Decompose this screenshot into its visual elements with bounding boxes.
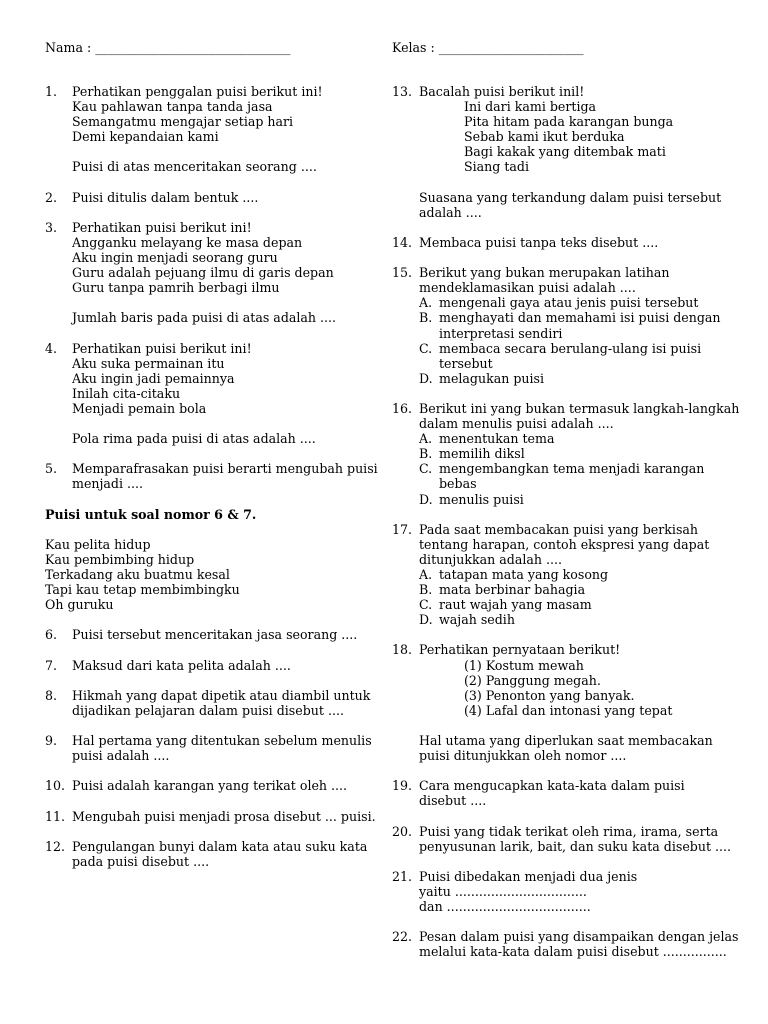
question-text: puisi adalah .... <box>72 748 170 764</box>
question-number: 22. <box>392 929 413 945</box>
question-14 <box>392 235 732 250</box>
option-text: memilih diksl <box>439 446 525 462</box>
answer-option <box>419 582 732 597</box>
question-number: 4. <box>45 340 58 356</box>
question-text: Mengubah puisi menjadi prosa disebut ... puisi. <box>72 808 376 824</box>
question-11 <box>45 809 375 824</box>
question-number: 14. <box>392 234 413 250</box>
answer-option <box>419 431 732 446</box>
question-text: Cara mengucapkan kata-kata dalam puisi <box>419 778 685 794</box>
question-intro: Perhatikan puisi berikut ini! <box>72 340 252 356</box>
question-text: dan .................................... <box>419 899 591 915</box>
question-2 <box>45 190 375 205</box>
question-text: Pesan dalam puisi yang disampaikan dengan jelas <box>419 929 739 945</box>
question-4 <box>45 341 375 447</box>
answer-option <box>419 310 732 340</box>
option-letter: D. <box>419 612 433 628</box>
question-7 <box>45 658 375 673</box>
question-text: Berikut ini yang bukan termasuk langkah-langkah <box>419 400 740 416</box>
question-16 <box>392 400 740 507</box>
answer-option <box>419 371 732 386</box>
option-text: melagukan puisi <box>439 370 545 386</box>
question-text: Jumlah baris pada puisi di atas adalah .... <box>72 310 337 326</box>
question-text: Hal pertama yang ditentukan sebelum menulis <box>72 733 372 749</box>
question-text: tentang harapan, contoh ekspresi yang dapat <box>419 536 710 552</box>
poem-line: Guru adalah pejuang ilmu di garis depan <box>72 265 334 281</box>
answer-option <box>419 461 732 491</box>
option-letter: A. <box>419 295 433 311</box>
question-10 <box>45 778 375 793</box>
question-number: 11. <box>45 808 66 824</box>
question-5 <box>45 461 378 492</box>
question-13 <box>392 84 732 220</box>
question-number: 8. <box>45 687 58 703</box>
statement-item: (2) Panggung megah. <box>464 672 601 688</box>
question-number: 5. <box>45 461 58 477</box>
option-text: membaca secara berulang-ulang isi puisi <box>439 340 702 356</box>
question-number: 20. <box>392 823 413 839</box>
poem-line: Sebab kami ikut berduka <box>464 129 625 145</box>
poem-line: Semangatmu mengajar setiap hari <box>72 114 294 130</box>
question-20 <box>392 824 732 854</box>
poem-line: Demi kepandaian kami <box>72 129 219 145</box>
poem-line: Oh guruku <box>45 597 114 613</box>
statement-item: (4) Lafal dan intonasi yang tepat <box>464 702 673 718</box>
poem-line: Pita hitam pada karangan bunga <box>464 114 674 130</box>
question-number: 10. <box>45 778 66 794</box>
question-text: Pada saat membacakan puisi yang berkisah <box>419 521 699 537</box>
question-text: menjadi .... <box>72 476 144 492</box>
question-text: Maksud dari kata pelita adalah .... <box>72 657 291 673</box>
question-text: Suasana yang terkandung dalam puisi tersebut <box>419 189 722 205</box>
poem-line: Tapi kau tetap membimbingku <box>45 582 240 598</box>
answer-option <box>419 295 732 310</box>
section-heading: Puisi untuk soal nomor 6 & 7. <box>45 506 257 522</box>
question-text: Pola rima pada puisi di atas adalah .... <box>72 431 316 447</box>
statement-item: (1) Kostum mewah <box>464 657 584 673</box>
answer-option <box>419 567 732 582</box>
question-9 <box>45 733 375 763</box>
option-letter: C. <box>419 597 433 613</box>
question-text: Berikut yang bukan merupakan latihan <box>419 265 670 281</box>
class-field-label: Kelas : _______________________ <box>392 40 584 55</box>
poem-line: Kau pembimbing hidup <box>45 551 195 567</box>
option-letter: B. <box>419 310 433 326</box>
option-letter: D. <box>419 491 433 507</box>
option-text: tatapan mata yang kosong <box>439 567 609 582</box>
question-number: 15. <box>392 265 413 281</box>
question-17 <box>392 522 732 628</box>
question-text: Puisi yang tidak terikat oleh rima, irama, serta <box>419 823 719 839</box>
answer-option <box>419 341 732 371</box>
option-text: tersebut <box>439 355 493 371</box>
question-text: Membaca puisi tanpa teks disebut .... <box>419 234 659 250</box>
answer-option <box>419 446 732 461</box>
question-text: penyusunan larik, bait, dan suku kata disebut .... <box>419 838 732 854</box>
question-text: Hal utama yang diperlukan saat membacakan <box>419 733 713 749</box>
option-text: mengembangkan tema menjadi karangan <box>439 461 705 477</box>
option-letter: A. <box>419 431 433 447</box>
question-18 <box>392 642 732 763</box>
question-text: ditunjukkan adalah .... <box>419 551 563 567</box>
poem-line: Angganku melayang ke masa depan <box>72 234 303 250</box>
question-3 <box>45 220 375 326</box>
answer-option <box>419 492 732 507</box>
option-letter: C. <box>419 340 433 356</box>
option-letter: D. <box>419 370 433 386</box>
question-12 <box>45 839 375 869</box>
question-number: 19. <box>392 778 413 794</box>
question-number: 13. <box>392 84 413 99</box>
question-text: dijadikan pelajaran dalam puisi disebut .... <box>72 702 344 718</box>
question-text: Puisi dibedakan menjadi dua jenis <box>419 868 638 884</box>
poem-line: Aku ingin jadi pemainnya <box>72 370 235 386</box>
question-6 <box>45 627 375 642</box>
poem-line: Bagi kakak yang ditembak mati <box>464 144 666 160</box>
name-field-label: Nama : _______________________________ <box>45 40 291 55</box>
question-number: 1. <box>45 84 58 99</box>
question-intro: Perhatikan puisi berikut ini! <box>72 219 252 235</box>
poem-line: Guru tanpa pamrih berbagi ilmu <box>72 280 280 296</box>
question-text: Hikmah yang dapat dipetik atau diambil untuk <box>72 687 371 703</box>
question-number: 18. <box>392 642 413 658</box>
option-text: raut wajah yang masam <box>439 597 592 613</box>
question-text: yaitu ................................. <box>419 883 587 899</box>
shared-poem <box>45 537 375 612</box>
question-text: dalam menulis puisi adalah .... <box>419 416 614 432</box>
question-number: 7. <box>45 657 58 673</box>
question-number: 9. <box>45 733 58 749</box>
statement-item: (3) Penonton yang banyak. <box>464 687 635 703</box>
question-text: Puisi di atas menceritakan seorang .... <box>72 159 317 175</box>
question-text: melalui kata-kata dalam puisi disebut ................ <box>419 944 727 960</box>
poem-line: Aku suka permainan itu <box>72 355 225 371</box>
option-text: bebas <box>439 476 477 492</box>
question-number: 6. <box>45 627 58 643</box>
answer-option <box>419 597 732 612</box>
question-text: Puisi adalah karangan yang terikat oleh .... <box>72 778 348 794</box>
poem-line: Ini dari kami bertiga <box>464 99 597 115</box>
option-text: interpretasi sendiri <box>439 325 563 341</box>
poem-line: Inilah cita-citaku <box>72 385 181 401</box>
question-intro: Perhatikan pernyataan berikut! <box>419 642 621 658</box>
poem-line: Aku ingin menjadi seorang guru <box>72 250 278 266</box>
poem-line: Menjadi pemain bola <box>72 400 207 416</box>
question-text: Puisi ditulis dalam bentuk .... <box>72 189 259 205</box>
question-number: 12. <box>45 838 66 854</box>
poem-line: Terkadang aku buatmu kesal <box>45 567 230 582</box>
question-21 <box>392 869 732 914</box>
option-letter: B. <box>419 582 433 598</box>
right-column <box>392 84 740 960</box>
left-column <box>45 84 378 869</box>
option-text: mengenali gaya atau jenis puisi tersebut <box>439 295 699 311</box>
question-number: 3. <box>45 219 58 235</box>
question-number: 17. <box>392 521 413 537</box>
option-text: wajah sedih <box>439 612 515 628</box>
option-letter: A. <box>419 567 433 582</box>
question-text: Puisi tersebut menceritakan jasa seorang .... <box>72 627 358 643</box>
question-text: pada puisi disebut .... <box>72 853 210 869</box>
answer-option <box>419 612 732 627</box>
question-15 <box>392 265 732 386</box>
question-intro: Bacalah puisi berikut inil! <box>419 84 585 99</box>
question-intro: Perhatikan penggalan puisi berikut ini! <box>72 84 323 99</box>
question-text: puisi ditunjukkan oleh nomor .... <box>419 748 627 764</box>
poem-line: Kau pahlawan tanpa tanda jasa <box>72 99 273 115</box>
question-1 <box>45 84 375 175</box>
poem-line: Kau pelita hidup <box>45 536 151 552</box>
question-number: 21. <box>392 868 413 884</box>
question-text: mendeklamasikan puisi adalah .... <box>419 280 636 296</box>
question-number: 2. <box>45 189 58 205</box>
option-text: menentukan tema <box>439 431 555 447</box>
question-19 <box>392 778 732 808</box>
poem-line: Siang tadi <box>464 159 529 175</box>
option-text: menulis puisi <box>439 491 524 507</box>
question-text: adalah .... <box>419 204 482 220</box>
question-22 <box>392 929 739 960</box>
question-text: disebut .... <box>419 793 487 809</box>
option-letter: C. <box>419 461 433 477</box>
question-text: Memparafrasakan puisi berarti mengubah puisi <box>72 461 378 477</box>
option-text: menghayati dan memahami isi puisi dengan <box>439 310 721 326</box>
option-text: mata berbinar bahagia <box>439 582 586 598</box>
question-text: Pengulangan bunyi dalam kata atau suku kata <box>72 838 368 854</box>
question-number: 16. <box>392 400 413 416</box>
question-8 <box>45 688 375 718</box>
option-letter: B. <box>419 446 433 462</box>
